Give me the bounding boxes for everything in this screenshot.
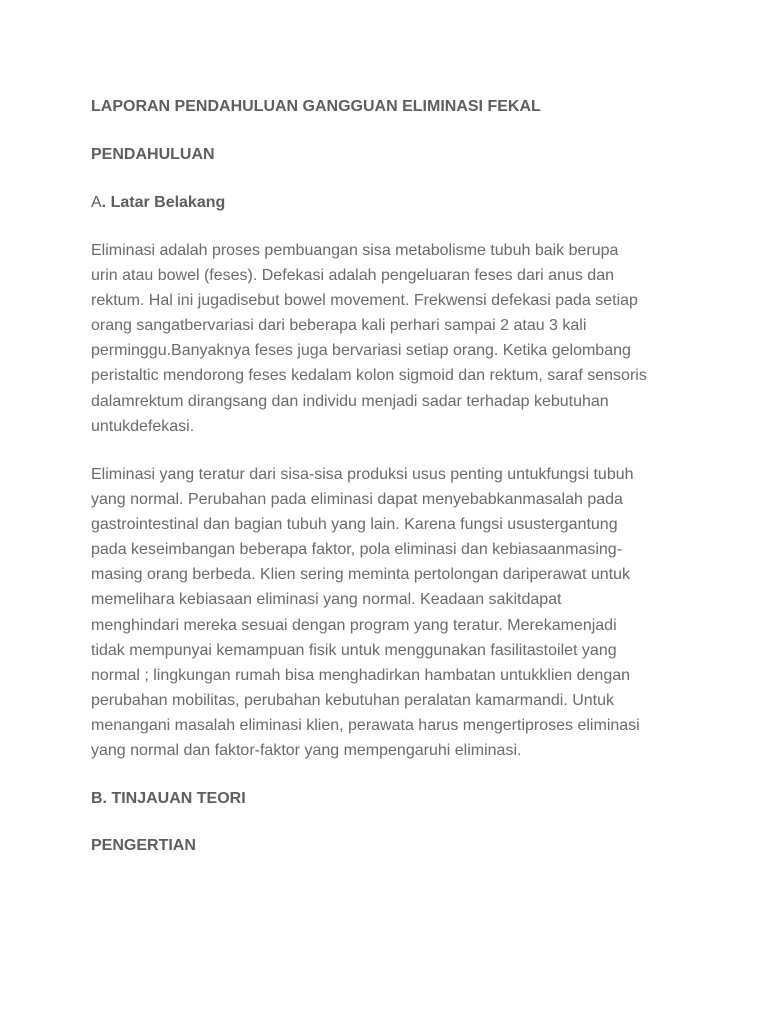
paragraph-line: Eliminasi yang teratur dari sisa-sisa produksi usus penting untukfungsi tubuh — [91, 466, 634, 483]
paragraph-line: perminggu.Banyaknya feses juga bervariasi setiap orang. Ketika gelombang — [91, 342, 631, 360]
paragraph-line: memelihara kebiasaan eliminasi yang normal. Keadaan sakitdapat — [91, 591, 562, 609]
section-heading-tinjauan-teori: B. TINJAUAN TEORI — [91, 790, 246, 807]
paragraph-line: untukdefekasi. — [91, 417, 195, 435]
subheading-pengertian: PENGERTIAN — [91, 837, 196, 854]
paragraph-2 — [91, 462, 751, 763]
paragraph-line: peristaltic mendorong feses kedalam kolon sigmoid dan rektum, saraf sensoris — [91, 367, 647, 385]
section-heading-pendahuluan: PENDAHULUAN — [91, 146, 215, 163]
paragraph-line: masing orang berbeda. Klien sering meminta pertolongan dariperawat untuk — [91, 566, 630, 584]
document-title: LAPORAN PENDAHULUAN GANGGUAN ELIMINASI FEKAL — [91, 98, 541, 115]
paragraph-line: rektum. Hal ini jugadisebut bowel movement. Frekwensi defekasi pada setiap — [91, 292, 638, 310]
paragraph-line: dalamrektum dirangsang dan individu menjadi sadar terhadap kebutuhan — [91, 392, 609, 410]
paragraph-1 — [91, 238, 751, 439]
subsection-heading-latar-belakang — [91, 190, 751, 215]
paragraph-line: yang normal. Perubahan pada eliminasi dapat menyebabkanmasalah pada — [91, 491, 623, 509]
subsection-label: . Latar Belakang — [101, 194, 226, 211]
paragraph-line: orang sangatbervariasi dari beberapa kali perhari sampai 2 atau 3 kali — [91, 317, 587, 335]
paragraph-line: normal ; lingkungan rumah bisa menghadirkan hambatan untukklien dengan — [91, 666, 631, 684]
subsection-letter: A — [91, 194, 102, 211]
paragraph-line: gastrointestinal dan bagian tubuh yang lain. Karena fungsi usustergantung — [91, 516, 618, 534]
paragraph-line: menangani masalah eliminasi klien, perawata harus mengertiproses eliminasi — [91, 716, 640, 734]
paragraph-line: menghindari mereka sesuai dengan program yang teratur. Merekamenjadi — [91, 616, 617, 634]
paragraph-line: tidak mempunyai kemampuan fisik untuk menggunakan fasilitastoilet yang — [91, 641, 617, 659]
paragraph-line: urin atau bowel (feses). Defekasi adalah pengeluaran feses dari anus dan — [91, 267, 614, 285]
paragraph-line: Eliminasi adalah proses pembuangan sisa metabolisme tubuh baik berupa — [91, 242, 619, 259]
paragraph-line: perubahan mobilitas, perubahan kebutuhan peralatan kamarmandi. Untuk — [91, 691, 615, 709]
paragraph-line: pada keseimbangan beberapa faktor, pola eliminasi dan kebiasaanmasing- — [91, 541, 623, 559]
paragraph-line: yang normal dan faktor-faktor yang mempengaruhi eliminasi. — [91, 742, 522, 760]
